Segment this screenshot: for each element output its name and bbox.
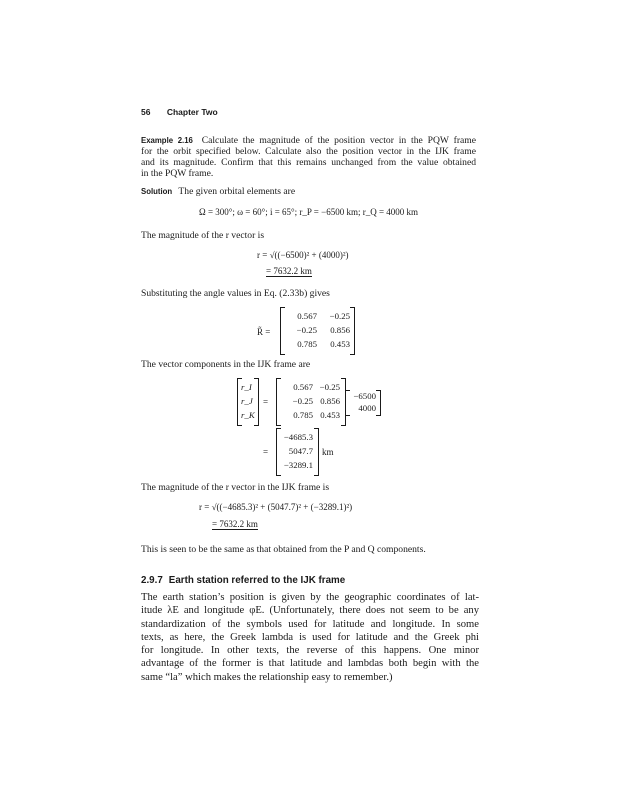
r-component-k: r_K [241,410,255,420]
matrix2-cell-0-1: −0.25 [319,382,340,392]
section-title: Earth station referred to the IJK frame [168,575,346,586]
ijk-magnitude-equation: r = √((−4685.3)² + (5047.7)² + (−3289.1)²) [199,502,353,512]
r-component-j: r_J [241,396,253,406]
matrix2-cell-0-0: 0.567 [293,382,313,392]
example-line-1: Calculate the magnitude of the position vector in the PQW frame [201,135,476,146]
matrix-cell-1-0: −0.25 [296,325,317,335]
pq-vector-q: 4000 [358,403,376,413]
body-line-6: advantage of the former is that latitude and lambdas both begin with the [141,658,479,670]
matrix-cell-0-0: 0.567 [297,311,317,321]
solution-intro-text: The given orbital elements are [178,186,296,197]
matrix-cell-2-0: 0.785 [297,339,317,349]
matrix2-cell-1-0: −0.25 [292,396,313,406]
example-label: Example 2.16 [141,136,193,145]
matrix2-cell-1-1: 0.856 [320,396,340,406]
magnitude-intro: The magnitude of the r vector is [141,230,265,241]
ijk-magnitude-result-value: = 7632.2 km [212,519,258,529]
equals-sign-2: = [263,447,269,457]
example-line-4: in the PQW frame. [141,168,214,179]
result-i: −4685.3 [283,432,313,442]
r-component-i: r_I [241,382,252,392]
matrix-right-bracket [350,307,355,355]
matrix-cell-1-1: 0.856 [330,325,350,335]
substitution-intro: Substituting the angle values in Eq. (2.33b) gives [141,288,330,299]
equals-sign-1: = [263,397,269,407]
magnitude-result-value: = 7632.2 km [266,266,312,276]
example-line-3: and its magnitude. Confirm that this remains unchanged from the value obtained [141,157,476,168]
body-line-2: itude λE and longitude φE. (Unfortunately, there does not seem to be any [141,605,479,617]
example-line-2: for the orbit specified below. Calculate also the position vector in the IJK frame [141,146,476,157]
magnitude-equation: r = √((−6500)² + (4000)²) [257,250,349,260]
components-intro: The vector components in the IJK frame are [141,359,311,370]
orbital-elements-equation: Ω = 300°; ω = 60°; i = 65°; r_P = −6500 km; r_Q = 4000 km [199,207,419,217]
pq-vector-p: −6500 [353,391,376,401]
section-heading [141,575,345,586]
matrix-cell-0-1: −0.25 [329,311,350,321]
matrix-cell-2-1: 0.453 [330,339,350,349]
conclusion: This is seen to be the same as that obtained from the P and Q components. [141,544,426,555]
result-j: 5047.7 [288,446,313,456]
body-line-4: texts, as here, the Greek lambda is used for latitude and the Greek phi [141,631,479,643]
matrix-symbol: R̃ = [257,327,271,337]
magnitude-result [266,266,312,276]
body-line-1: The earth station’s position is given by the geographic coordinates of lat- [141,592,479,603]
result-right-bracket [314,428,319,476]
ijk-magnitude-result [212,519,258,529]
example-statement [141,135,476,179]
page-number: 56 [141,107,151,117]
pq-vector-right-bracket [376,390,381,416]
result-k: −3289.1 [283,460,313,470]
body-line-3: standardization of the symbols used for latitude and longitude. In some [141,618,479,630]
ijk-magnitude-intro: The magnitude of the r vector in the IJK frame is [141,482,330,493]
chapter-title: Chapter Two [166,107,218,117]
body-line-7: same “la” which makes the relationship easy to remember.) [141,671,393,683]
section-number: 2.9.7 [141,575,163,586]
solution-label: Solution [141,187,173,196]
solution-intro [141,186,295,197]
result-unit: km [322,447,334,457]
body-line-5: for longitude. In other texts, the reverse of this happens. One minor [141,645,479,657]
section-body [141,591,479,684]
matrix2-cell-2-1: 0.453 [320,410,340,420]
matrix2-cell-2-0: 0.785 [293,410,313,420]
running-header [141,107,218,117]
